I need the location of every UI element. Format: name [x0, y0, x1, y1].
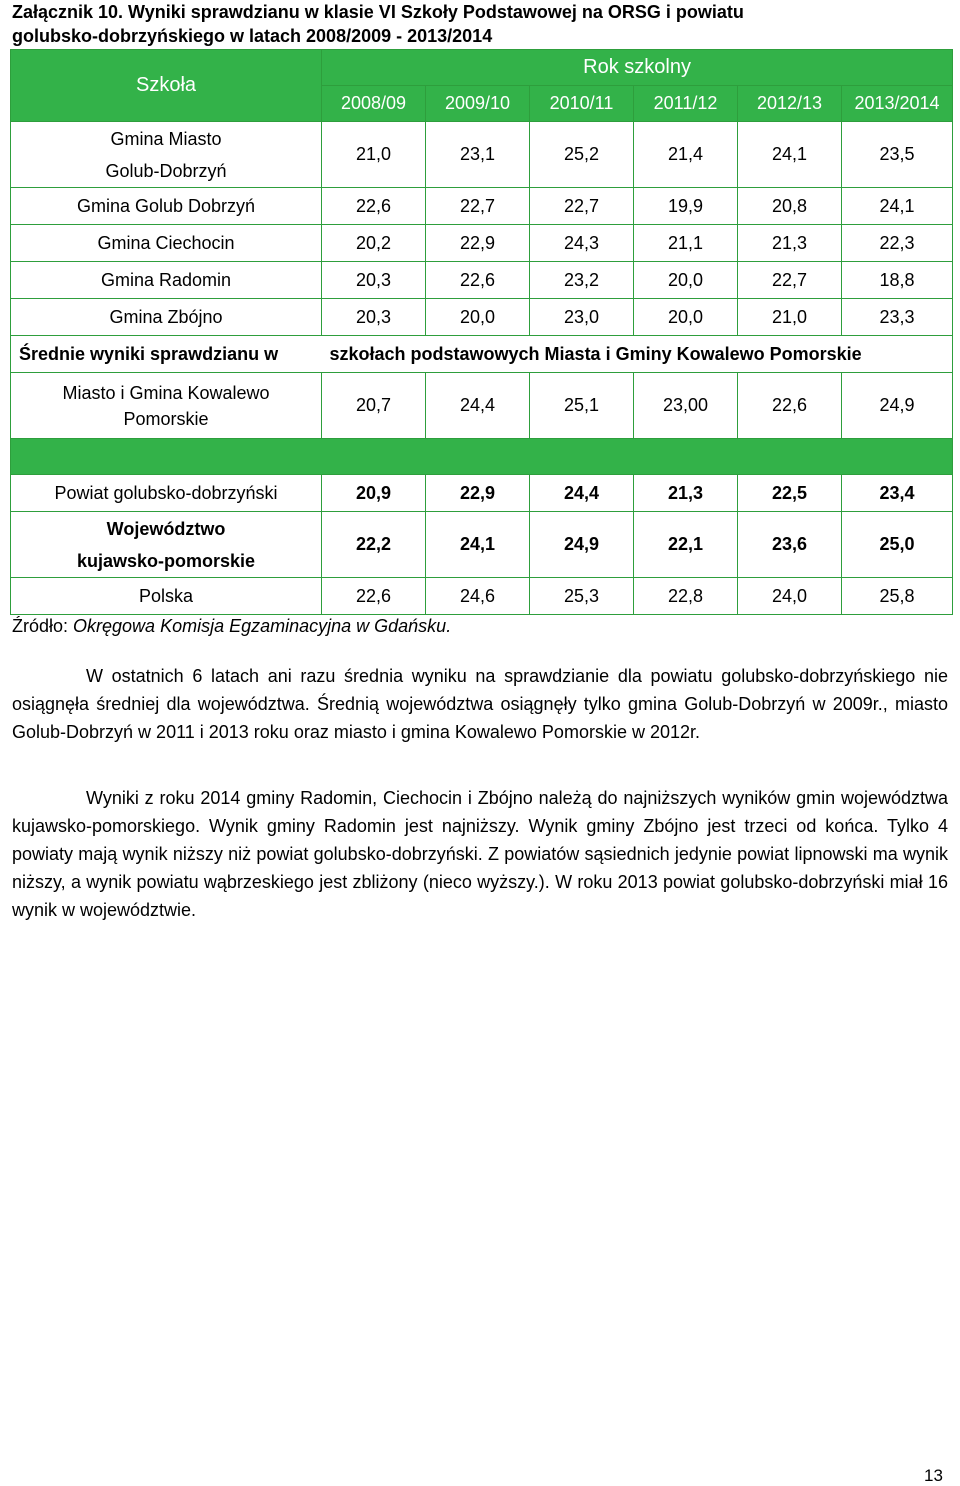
- cell-value: 21,3: [738, 225, 842, 262]
- cell-value: 23,2: [530, 262, 634, 299]
- table-row: [11, 578, 953, 615]
- row-label: Powiat golubsko-dobrzyński: [11, 475, 322, 512]
- cell-value: 20,0: [426, 299, 530, 336]
- table-row: [11, 122, 953, 188]
- section-header-left: Średnie wyniki sprawdzianu w: [11, 336, 322, 373]
- row-label: Polska: [11, 578, 322, 615]
- cell-value: 23,3: [842, 299, 953, 336]
- cell-value: 24,1: [842, 188, 953, 225]
- cell-value: 20,3: [322, 299, 426, 336]
- cell-value: 22,7: [530, 188, 634, 225]
- green-separator: [11, 439, 953, 475]
- page-number: 13: [924, 1466, 943, 1485]
- table-row: [11, 262, 953, 299]
- cell-value: 24,1: [738, 122, 842, 188]
- cell-value: 24,6: [426, 578, 530, 615]
- cell-value: 25,8: [842, 578, 953, 615]
- cell-value: 25,1: [530, 373, 634, 439]
- cell-value: 24,1: [426, 512, 530, 578]
- year-header: 2008/09: [322, 86, 426, 122]
- header-school: Szkoła: [11, 50, 322, 122]
- source-note: [12, 616, 451, 637]
- paragraph-1: [12, 662, 948, 746]
- cell-value: 23,4: [842, 475, 953, 512]
- cell-value: 25,2: [530, 122, 634, 188]
- row-label: Gmina Miasto Golub-Dobrzyń: [11, 122, 322, 188]
- cell-value: 21,0: [322, 122, 426, 188]
- row-label: Gmina Ciechocin: [11, 225, 322, 262]
- title-line-1: Załącznik 10. Wyniki sprawdzianu w klasie VI Szkoły Podstawowej na ORSG i powiatu: [12, 2, 744, 22]
- cell-value: 24,4: [530, 475, 634, 512]
- row-label: Miasto i Gmina Kowalewo Pomorskie: [11, 373, 322, 439]
- cell-value: 22,3: [842, 225, 953, 262]
- cell-value: 20,2: [322, 225, 426, 262]
- cell-value: 21,3: [634, 475, 738, 512]
- cell-value: 22,1: [634, 512, 738, 578]
- table-row: [11, 512, 953, 578]
- table-row: [11, 188, 953, 225]
- cell-value: 21,1: [634, 225, 738, 262]
- cell-value: 24,9: [530, 512, 634, 578]
- table-row: [11, 225, 953, 262]
- cell-value: 22,2: [322, 512, 426, 578]
- paragraph-2: [12, 784, 948, 924]
- cell-value: 22,6: [322, 188, 426, 225]
- cell-value: 20,0: [634, 262, 738, 299]
- cell-value: 20,8: [738, 188, 842, 225]
- source-text: Okręgowa Komisja Egzaminacyjna w Gdańsku.: [73, 616, 452, 636]
- cell-value: 20,3: [322, 262, 426, 299]
- row-label: Gmina Golub Dobrzyń: [11, 188, 322, 225]
- year-header: 2011/12: [634, 86, 738, 122]
- paragraph-text: Wyniki z roku 2014 gminy Radomin, Ciechocin i Zbójno należą do najniższych wyników gmin województwa kujawsko-pomorskiego. Wynik gminy Radomin jest najniższy. Wynik gminy Zbójno jest trzeci od końca. Tylko 4 powiaty mają wynik niższy niż powiat golubsko-dobrzyński. Z powiatów sąsiednich jedynie powiat lipnowski ma wynik niższy, a wynik powiatu wąbrzeskiego jest zbliżony (nieco wyższy.). W roku 2013 powiat golubsko-dobrzyński miał 16 wynik w województwie.: [12, 788, 948, 920]
- table-row: [11, 475, 953, 512]
- cell-value: 22,9: [426, 225, 530, 262]
- cell-value: 23,1: [426, 122, 530, 188]
- cell-value: 20,9: [322, 475, 426, 512]
- year-header: 2013/2014: [842, 86, 953, 122]
- cell-value: 19,9: [634, 188, 738, 225]
- section-header-right: szkołach podstawowych Miasta i Gminy Kowalewo Pomorskie: [322, 336, 953, 373]
- paragraph-text: W ostatnich 6 latach ani razu średnia wyniku na sprawdzianie dla powiatu golubsko-dobrzyńskiego nie osiągnęła średniej dla województwa. Średnią województwa osiągnęły tylko gmina Golub-Dobrzyń w 2009r., miasto Golub-Dobrzyń w 2011 i 2013 roku oraz miasto i gmina Kowalewo Pomorskie w 2012r.: [12, 666, 948, 742]
- cell-value: 18,8: [842, 262, 953, 299]
- cell-value: 24,9: [842, 373, 953, 439]
- cell-value: 22,6: [322, 578, 426, 615]
- year-header: 2009/10: [426, 86, 530, 122]
- cell-value: 23,5: [842, 122, 953, 188]
- cell-value: 24,3: [530, 225, 634, 262]
- row-label: Województwo kujawsko-pomorskie: [11, 512, 322, 578]
- green-separator-row: [11, 439, 953, 475]
- cell-value: 24,4: [426, 373, 530, 439]
- cell-value: 21,0: [738, 299, 842, 336]
- cell-value: 22,8: [634, 578, 738, 615]
- row-label: Gmina Zbójno: [11, 299, 322, 336]
- cell-value: 22,6: [426, 262, 530, 299]
- section-header-row: [11, 336, 953, 373]
- source-label: Źródło:: [12, 616, 74, 636]
- year-header: 2012/13: [738, 86, 842, 122]
- header-year-group: Rok szkolny: [322, 50, 953, 86]
- cell-value: 20,7: [322, 373, 426, 439]
- cell-value: 22,9: [426, 475, 530, 512]
- cell-value: 23,00: [634, 373, 738, 439]
- cell-value: 21,4: [634, 122, 738, 188]
- cell-value: 23,0: [530, 299, 634, 336]
- year-header: 2010/11: [530, 86, 634, 122]
- cell-value: 22,7: [426, 188, 530, 225]
- row-label: Gmina Radomin: [11, 262, 322, 299]
- title-line-2: golubsko-dobrzyńskiego w latach 2008/2009 - 2013/2014: [12, 26, 493, 46]
- cell-value: 22,5: [738, 475, 842, 512]
- cell-value: 25,3: [530, 578, 634, 615]
- cell-value: 25,0: [842, 512, 953, 578]
- cell-value: 22,7: [738, 262, 842, 299]
- document-title: [12, 0, 952, 48]
- results-table: [10, 49, 953, 615]
- table-row: [11, 299, 953, 336]
- cell-value: 24,0: [738, 578, 842, 615]
- cell-value: 22,6: [738, 373, 842, 439]
- cell-value: 23,6: [738, 512, 842, 578]
- cell-value: 20,0: [634, 299, 738, 336]
- table-row: [11, 373, 953, 439]
